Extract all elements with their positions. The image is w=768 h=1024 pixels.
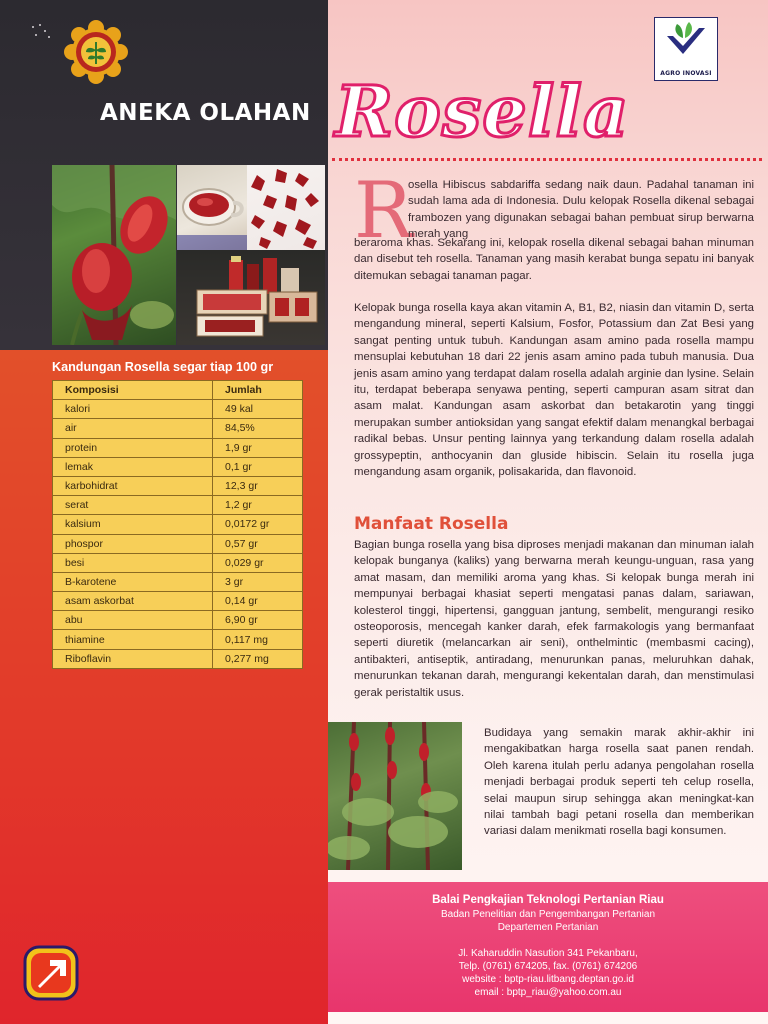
table-cell: air (53, 419, 213, 438)
table-row (53, 400, 303, 419)
agro-inovasi-logo-icon (655, 18, 717, 68)
table-cell: besi (53, 553, 213, 572)
footer-address: Jl. Kaharuddin Nasution 341 Pekanbaru, (458, 948, 638, 959)
table-cell: 0,029 gr (213, 553, 303, 572)
table-cell: 0,0172 gr (213, 515, 303, 534)
rosella-products-photo (177, 250, 325, 345)
rosella-field-photo (328, 722, 462, 870)
benefits-paragraph: Bagian bunga rosella yang bisa diproses menjadi makanan dan minuman ialah kelopak bunganya (kaliks) yang berwarna merah keungu-unguan, rasa yang amat masam, dan memiliki aroma yang khas. Si kelopak bunga merah ini mempunyai berbagai khasiat seperti mengatasi panas dalam, sariawan, kolesterol tinggi, hipertensi, gangguan jantung, sembelit, mengurangi resiko osteoporosis, mencegah kanker darah, efek farmakologis yang bermanfaat seperti diuretik (melancarkan air seni), onthelmintic (membasmi cacing), antibakteri, antiseptik, antiradang, menurunkan panas, meluruhkan dahak, menurunkan tekanan darah, mengurangi kekentalan darah, dan menstimulasi gerak peristaltik usus. (354, 539, 754, 699)
table-cell: karbohidrat (53, 476, 213, 495)
table-row (53, 611, 303, 630)
drop-cap: R (354, 166, 413, 256)
header-title: ANEKA OLAHAN (100, 100, 311, 126)
table-row (53, 534, 303, 553)
diagonal-arrow-logo-icon (22, 944, 80, 1002)
table-row (53, 457, 303, 476)
table-cell: lemak (53, 457, 213, 476)
table-cell: Riboflavin (53, 649, 213, 668)
table-cell: 0,57 gr (213, 534, 303, 553)
table-row (53, 476, 303, 495)
table-row (53, 438, 303, 457)
intro-paragraph: osella Hibiscus sabdariffa sedang naik daun. Padahal tanaman ini sudah lama ada di Indonesia. Dulu kelopak Rosella dikenal sebagai frambozen yang digunakan sebagai bahan pembuat sirup berwarna merah yang (408, 179, 754, 241)
table-cell: 0,117 mg (213, 630, 303, 649)
column-header: Komposisi (53, 381, 213, 400)
table-cell: asam askorbat (53, 592, 213, 611)
table-row (53, 496, 303, 515)
agro-inovasi-logo (654, 17, 718, 81)
table-header-row (53, 381, 303, 400)
agro-inovasi-label: AGRO INOVASI (660, 70, 712, 77)
cultivation-paragraph: Budidaya yang semakin marak akhir-akhir ini mengakibatkan harga rosella saat panen rendah. Oleh karena itulah perlu adanya pengolahan rosella menjadi berbagai produk seperti teh celup rosella, selai maupun sirup sehingga akan meningkat-kan nilai tambah bagi petani rosella dan memberikan variasi dalam menikmati rosella bagi konsumen. (484, 727, 754, 838)
article-panel (328, 0, 768, 1024)
table-cell: 1,9 gr (213, 438, 303, 457)
footer-department: Departemen Pertanian (497, 922, 599, 933)
table-row (53, 572, 303, 591)
table-cell: 0,277 mg (213, 649, 303, 668)
rosella-tea-cup-photo (177, 165, 247, 250)
table-row (53, 649, 303, 668)
rosella-flower-photo (52, 165, 176, 345)
dried-rosella-photo (247, 165, 325, 250)
table-cell: 0,1 gr (213, 457, 303, 476)
nutrients-paragraph: Kelopak bunga rosella kaya akan vitamin A, B1, B2, niasin dan vitamin D, serta mengandung mineral, seperti Kalsium, Fosfor, Potassium dan Zat Besi yang sangat penting untuk tubuh. Kandungan asam amino pada rosella mampu mensuplai kebutuhan 18 dari 22 jenis asam amino pada tubuh manusia. Dua jenis asam amino yang terdapat dalam rosella adalah arginie dan lysine. Selain itu, terdapat beberapa senyawa penting, seperti campuran asam sitrat dan asam malat. Kandungan asam askorbat dan betakarotin yang tinggi merupakan sumber antioksidan yang sangat efektif dalam menangkal berbagai radikal bebas. Unsur penting lainnya yang terkandung dalam rosella adalah grossypeptin, anthocyanin dan gluside hibiscin. Selain itu rosella juga mengandung asam organik, polisakarida, dan flavonoid. (354, 302, 754, 479)
footer-agency: Badan Penelitian dan Pengembangan Pertanian (440, 909, 656, 920)
ministry-emblem-icon (64, 20, 128, 84)
intro-paragraph-continued: beraroma khas. Sekarang ini, kelopak rosella dikenal sebagai bahan minuman dan disebut teh rosella. Tanaman yang masih kerabat bunga sepatu ini banyak ditemukan sebagai tanaman pagar. (354, 237, 754, 282)
table-cell: abu (53, 611, 213, 630)
table-row (53, 553, 303, 572)
table-cell: 6,90 gr (213, 611, 303, 630)
table-cell: kalori (53, 400, 213, 419)
table-cell: 1,2 gr (213, 496, 303, 515)
table-row (53, 630, 303, 649)
footer-contact-block (328, 882, 768, 1012)
table-cell: 84,5% (213, 419, 303, 438)
table-row (53, 419, 303, 438)
table-cell: phospor (53, 534, 213, 553)
decorative-dots (30, 22, 50, 42)
nutrition-table (52, 380, 303, 669)
nutrition-table-title: Kandungan Rosella segar tiap 100 gr (52, 360, 274, 374)
footer-phone: Telp. (0761) 674205, fax. (0761) 674206 (458, 961, 638, 972)
table-cell: protein (53, 438, 213, 457)
footer-website-link[interactable]: website : bptp-riau.litbang.deptan.go.id (462, 974, 634, 985)
table-cell: serat (53, 496, 213, 515)
table-cell: thiamine (53, 630, 213, 649)
footer-organization: Balai Pengkajian Teknologi Pertanian Riau (432, 894, 664, 906)
table-row (53, 515, 303, 534)
dotted-divider (332, 158, 762, 161)
table-cell: 3 gr (213, 572, 303, 591)
column-header: Jumlah (213, 381, 303, 400)
table-cell: 49 kal (213, 400, 303, 419)
table-row (53, 592, 303, 611)
table-cell: B-karotene (53, 572, 213, 591)
header-script-title: Rosella (335, 70, 630, 153)
table-cell: 0,14 gr (213, 592, 303, 611)
footer-email-link[interactable]: email : bptp_riau@yahoo.com.au (474, 987, 622, 998)
table-cell: 12,3 gr (213, 476, 303, 495)
table-cell: kalsium (53, 515, 213, 534)
section-heading: Manfaat Rosella (354, 514, 509, 534)
